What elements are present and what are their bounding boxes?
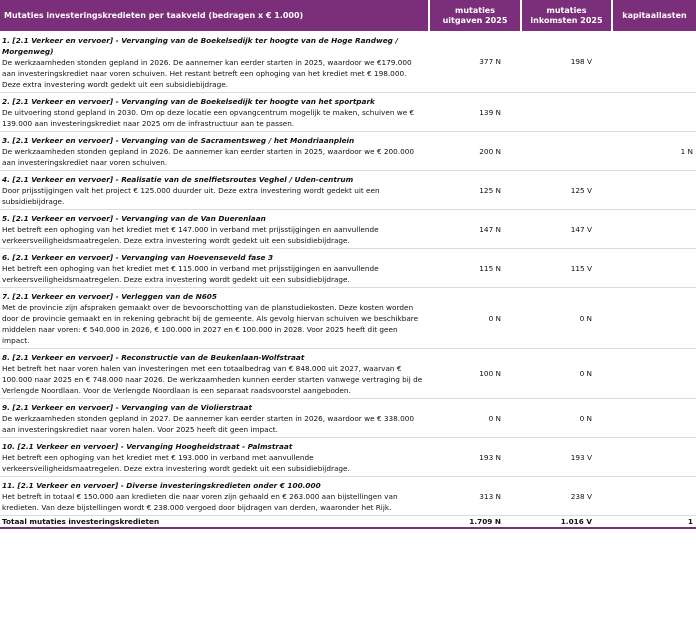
item-inkomsten: 193 V [521, 438, 612, 477]
item-title: 6. [2.1 Verkeer en vervoer] - Vervanging van Hoevenseveld fase 3 [2, 253, 274, 262]
item-title: 9. [2.1 Verkeer en vervoer] - Vervanging van de Violierstraat [2, 403, 252, 412]
table-row [0, 171, 696, 210]
item-body: Door prijsstijgingen valt het project € 125.000 duurder uit. Deze extra investering wordt gedekt uit een subsidiebijdrage. [2, 186, 380, 206]
item-description [0, 171, 429, 210]
item-inkomsten: 115 V [521, 249, 612, 288]
header-uitgaven: mutaties uitgaven 2025 [429, 0, 521, 31]
item-kapitaal [612, 210, 696, 249]
item-uitgaven: 115 N [429, 249, 521, 288]
table-row [0, 31, 696, 93]
item-inkomsten [521, 132, 612, 171]
item-inkomsten: 147 V [521, 210, 612, 249]
item-body: De werkzaamheden stonden gepland in 2027. De aannemer kan eerder starten in 2026, waardoor we € 338.000 aan investeringskrediet naar voren halen. Voor 2025 heeft dit geen impact. [2, 414, 415, 434]
item-inkomsten: 0 N [521, 399, 612, 438]
item-uitgaven: 193 N [429, 438, 521, 477]
item-title: 3. [2.1 Verkeer en vervoer] - Vervanging van de Sacramentsweg / het Mondriaanplein [2, 136, 355, 145]
item-description [0, 349, 429, 399]
item-title: 7. [2.1 Verkeer en vervoer] - Verleggen van de N605 [2, 292, 217, 301]
item-description [0, 31, 429, 93]
total-uitgaven: 1.709 N [429, 516, 521, 529]
item-inkomsten: 238 V [521, 477, 612, 516]
item-title: 1. [2.1 Verkeer en vervoer] - Vervanging van de Boekelsedijk ter hoogte van de Hoge Randweg / Morgenweg) [2, 36, 399, 56]
header-title: Mutaties investeringskredieten per taakveld (bedragen x € 1.000) [0, 0, 429, 31]
item-description [0, 399, 429, 438]
item-kapitaal [612, 93, 696, 132]
item-title: 5. [2.1 Verkeer en vervoer] - Vervanging van de Van Duerenlaan [2, 214, 266, 223]
item-kapitaal [612, 438, 696, 477]
item-body: Met de provincie zijn afspraken gemaakt over de bevoorschotting van de planstudiekosten. Deze kosten worden door de provincie gemaakt en in rekening gebracht bij de gemeente. Als gevolg hiervan schuiven we beschikbare middelen naar voren: € 540.000 in 2026, € 100.000 in 2027 en € 100.000 in 2028. Voor 2025 heeft dit geen impact. [2, 303, 419, 345]
item-body: Het betreft een ophoging van het krediet met € 115.000 in verband met prijsstijgingen en aanvullende verkeersveiligheidsmaatregelen. Deze extra investering wordt gedekt uit een subsidiebijdrage. [2, 264, 379, 284]
item-kapitaal [612, 249, 696, 288]
item-inkomsten: 0 N [521, 349, 612, 399]
table-row [0, 349, 696, 399]
table-row [0, 438, 696, 477]
item-inkomsten: 198 V [521, 31, 612, 93]
item-title: 4. [2.1 Verkeer en vervoer] - Realisatie van de snelfietsroutes Veghel / Uden-centrum [2, 175, 354, 184]
item-body: Het betreft het naar voren halen van investeringen met een totaalbedrag van € 848.000 uit 2027, waarvan € 100.000 naar 2025 en € 748.000 naar 2026. De werkzaamheden kunnen eerder starten vanwege vertraging bij de Verlengde Noordlaan. Voor de Verlengde Noordlaan is een separaat raadsvoorstel aangeboden. [2, 364, 423, 395]
item-description [0, 249, 429, 288]
header-kapitaal: kapitaallasten [612, 0, 696, 31]
item-uitgaven: 0 N [429, 399, 521, 438]
item-description [0, 93, 429, 132]
item-inkomsten: 0 N [521, 288, 612, 349]
table-row [0, 93, 696, 132]
total-row [0, 516, 696, 529]
item-description [0, 132, 429, 171]
item-kapitaal [612, 288, 696, 349]
item-kapitaal [612, 31, 696, 93]
total-inkomsten: 1.016 V [521, 516, 612, 529]
item-title: 8. [2.1 Verkeer en vervoer] - Reconstructie van de Beukenlaan-Wolfstraat [2, 353, 305, 362]
item-body: De werkzaamheden stonden gepland in 2026. De aannemer kan eerder starten in 2025, waardoor we €179.000 aan investeringskrediet naar voren schuiven. Het restant betreft een ophoging van het krediet met € 198.000. Deze extra investering wordt gedekt uit een subsidiebijdrage. [2, 58, 412, 89]
item-kapitaal [612, 349, 696, 399]
item-description [0, 210, 429, 249]
item-description [0, 477, 429, 516]
item-title: 10. [2.1 Verkeer en vervoer] - Vervanging Hoogheidstraat - Palmstraat [2, 442, 293, 451]
item-inkomsten [521, 93, 612, 132]
total-label: Totaal mutaties investeringskredieten [0, 516, 429, 529]
header-inkomsten: mutaties inkomsten 2025 [521, 0, 612, 31]
table-row [0, 399, 696, 438]
item-body: De uitvoering stond gepland in 2030. Om op deze locatie een opvangcentrum mogelijk te maken, schuiven we € 139.000 aan investeringskrediet naar 2025 om de infrastructuur aan te passen. [2, 108, 415, 128]
table-row [0, 210, 696, 249]
item-title: 11. [2.1 Verkeer en vervoer] - Diverse investeringskredieten onder € 100.000 [2, 481, 321, 490]
item-uitgaven: 0 N [429, 288, 521, 349]
item-body: De werkzaamheden stonden gepland in 2026. De aannemer kan eerder starten in 2025, waardoor we € 200.000 aan investeringskrediet naar voren schuiven. [2, 147, 415, 167]
item-body: Het betreft in totaal € 150.000 aan kredieten die naar voren zijn gehaald en € 263.000 aan bijstellingen van kredieten. Van deze bijstellingen wordt € 238.000 vergoed door bijdragen van derden, waaronder het Rijk. [2, 492, 398, 512]
item-uitgaven: 147 N [429, 210, 521, 249]
item-inkomsten: 125 V [521, 171, 612, 210]
item-kapitaal [612, 477, 696, 516]
item-body: Het betreft een ophoging van het krediet met € 147.000 in verband met prijsstijgingen en aanvullende verkeersveiligheidsmaatregelen. Deze extra investering wordt gedekt uit een subsidiebijdrage. [2, 225, 379, 245]
table-row [0, 477, 696, 516]
table-row [0, 132, 696, 171]
item-kapitaal [612, 171, 696, 210]
item-description [0, 288, 429, 349]
item-title: 2. [2.1 Verkeer en vervoer] - Vervanging van de Boekelsedijk ter hoogte van het sportpark [2, 97, 375, 106]
item-uitgaven: 200 N [429, 132, 521, 171]
item-body: Het betreft een ophoging van het krediet met € 193.000 in verband met aanvullende verkeersveiligheidsmaatregelen. Deze extra investering wordt gedekt uit een subsidiebijdrage. [2, 453, 350, 473]
table-header [0, 0, 696, 31]
item-kapitaal [612, 399, 696, 438]
item-kapitaal: 1 N [612, 132, 696, 171]
item-uitgaven: 125 N [429, 171, 521, 210]
item-description [0, 438, 429, 477]
item-uitgaven: 313 N [429, 477, 521, 516]
item-uitgaven: 139 N [429, 93, 521, 132]
table-row [0, 249, 696, 288]
item-uitgaven: 377 N [429, 31, 521, 93]
item-uitgaven: 100 N [429, 349, 521, 399]
total-kapitaal: 1 [612, 516, 696, 529]
table-row [0, 288, 696, 349]
